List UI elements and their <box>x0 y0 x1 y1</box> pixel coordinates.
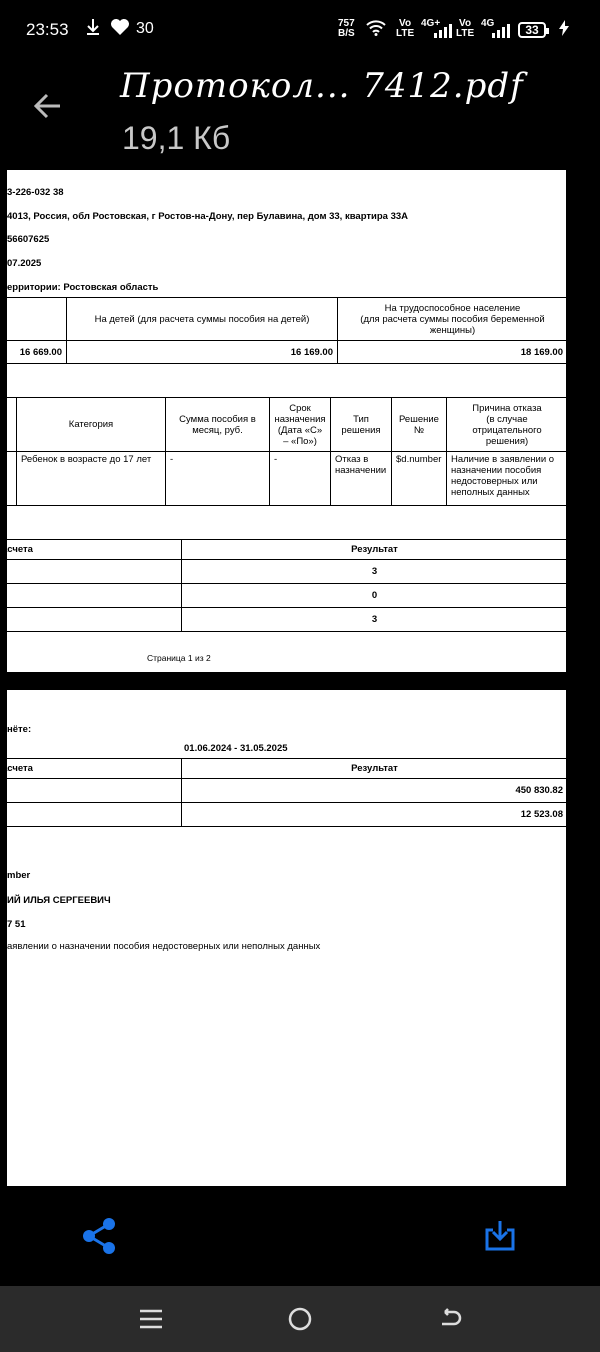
refusal-reason-text: аявлении о назначении пособия недостоверных или неполных данных <box>7 941 321 952</box>
income-header-result: Результат <box>182 759 568 779</box>
pdf-page-2[interactable] <box>2 690 566 1186</box>
income-header-left: асчета <box>0 759 182 779</box>
net-speed <box>338 19 355 39</box>
period-label: нёте: <box>7 724 32 735</box>
subsistence-header-able: На трудоспособное население (для расчета суммы пособия беременной женщины) <box>338 298 568 341</box>
calc-row-label: и <box>0 584 182 608</box>
benefit-table <box>0 397 568 506</box>
home-circle-icon <box>287 1306 313 1332</box>
lte-label-1: LTE <box>396 28 415 39</box>
benefit-cell-term: - <box>270 452 331 506</box>
income-row-value: 450 830.82 <box>182 779 568 803</box>
net-speed-value: 757 <box>338 18 355 29</box>
file-size: 19,1 Кб <box>122 120 231 156</box>
save-to-device-button[interactable] <box>482 1218 518 1254</box>
file-title: Протокол... 7412.pdf <box>120 66 524 106</box>
subsistence-header-children: На детей (для расчета суммы пособия на детей) <box>67 298 338 341</box>
benefit-cell-sum: - <box>166 452 270 506</box>
calc-row-label <box>0 608 182 632</box>
vo-label-2: Vo <box>459 18 472 29</box>
home-button[interactable] <box>287 1306 313 1332</box>
benefit-header-decision: Решение № <box>392 398 447 452</box>
calc-row-value: 3 <box>182 560 568 584</box>
download-icon <box>86 18 100 41</box>
calc-result-table <box>0 539 568 632</box>
income-row-label <box>0 803 182 827</box>
pdf-page-1[interactable] <box>2 170 566 672</box>
status-time: 23:53 <box>26 20 69 39</box>
status-bar <box>0 0 600 60</box>
wifi-icon <box>366 20 386 41</box>
benefit-cell-category: Ребенок в возрасте до 17 лет <box>17 452 166 506</box>
vo-label-1: Vo <box>399 18 412 29</box>
network-type-1: 4G+ <box>421 18 441 29</box>
address-line: 4013, Россия, обл Ростовская, г Ростов-на-Дону, пер Булавина, дом 33, квартира 33А <box>7 211 409 222</box>
benefit-header-reason: Причина отказа (в случае отрицательного решения) <box>447 398 568 452</box>
phone-line: 3-226-032 38 <box>7 187 64 198</box>
income-row-value: 12 523.08 <box>182 803 568 827</box>
benefit-cell-type: Отказ в назначении <box>331 452 392 506</box>
volte-2 <box>456 19 474 39</box>
signal-icon-2 <box>492 22 510 38</box>
volte-1 <box>396 19 414 39</box>
share-button[interactable] <box>80 1216 118 1256</box>
back-button[interactable] <box>28 86 68 126</box>
back-nav-icon <box>437 1306 463 1332</box>
subsistence-value-1: 16 669.00 <box>0 341 67 364</box>
benefit-header-term: Срок назначения (Дата «С» – «По») <box>270 398 331 452</box>
system-nav-bar <box>0 1286 600 1352</box>
benefit-header-sum: Сумма пособия в месяц, руб. <box>166 398 270 452</box>
net-speed-unit: B/S <box>338 28 355 39</box>
official-name: ИЙ ИЛЬЯ СЕРГЕЕВИЧ <box>7 895 111 906</box>
subsistence-value-3: 18 169.00 <box>338 341 568 364</box>
income-row-label <box>0 779 182 803</box>
benefit-cell-decision: $d.number <box>392 452 447 506</box>
calc-row-label <box>0 560 182 584</box>
subsistence-header-blank <box>0 298 67 341</box>
decision-number: mber <box>7 870 31 881</box>
notification-count: 30 <box>136 20 154 37</box>
charging-icon <box>558 19 570 42</box>
back-arrow-icon <box>28 86 68 126</box>
battery-icon <box>518 22 546 38</box>
lte-label-2: LTE <box>456 28 475 39</box>
calc-header-left: асчета <box>0 540 182 560</box>
signal-icon-1 <box>434 22 452 38</box>
benefit-header-category: Категория <box>17 398 166 452</box>
code-line: 56607625 <box>7 234 50 245</box>
subsistence-value-2: 16 169.00 <box>67 341 338 364</box>
territory-line: ерритории: Ростовская область <box>7 282 159 293</box>
download-tray-icon <box>482 1218 518 1254</box>
network-type-2: 4G <box>481 18 495 29</box>
official-number: 7 51 <box>7 919 26 930</box>
benefit-header-type: Тип решения <box>331 398 392 452</box>
recent-apps-button[interactable] <box>138 1306 164 1332</box>
page-footer: Страница 1 из 2 <box>147 653 211 663</box>
calc-header-result: Результат <box>182 540 568 560</box>
income-table <box>0 758 568 827</box>
bottom-action-bar <box>0 1186 600 1286</box>
benefit-cell-reason: Наличие в заявлении о назначении пособия недостоверных или неполных данных <box>447 452 568 506</box>
date-line: 07.2025 <box>7 258 42 269</box>
calc-row-value: 0 <box>182 584 568 608</box>
benefit-cell-blank <box>0 452 17 506</box>
share-icon <box>80 1216 118 1256</box>
heart-icon <box>110 18 130 41</box>
calc-row-value: 3 <box>182 608 568 632</box>
menu-icon <box>138 1306 164 1332</box>
period-range: 01.06.2024 - 31.05.2025 <box>184 743 288 754</box>
battery-level: 33 <box>525 23 539 37</box>
benefit-header-blank <box>0 398 17 452</box>
subsistence-table <box>0 297 568 364</box>
back-nav-button[interactable] <box>437 1306 463 1332</box>
